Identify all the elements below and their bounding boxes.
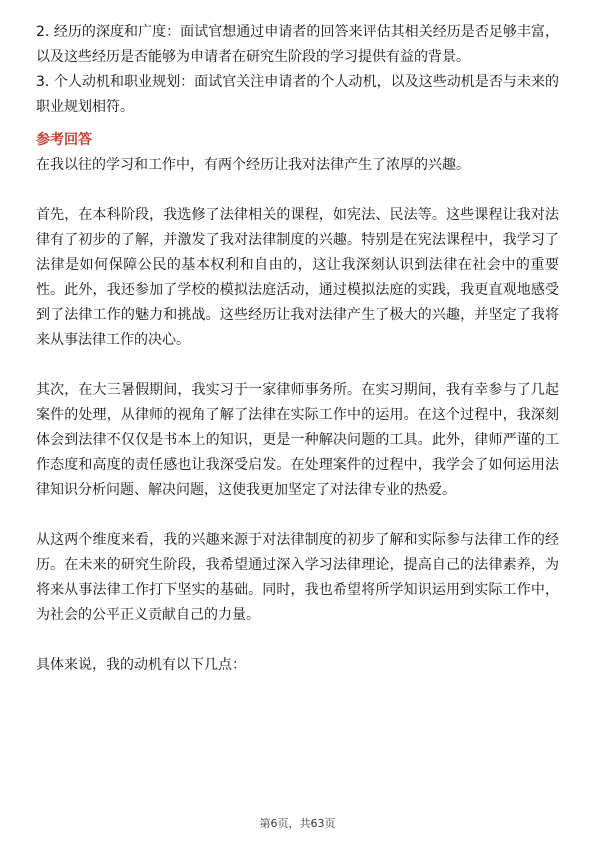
evaluation-point-motivation: 3. 个人动机和职业规划：面试官关注申请者的个人动机，以及这些动机是否与未来的职业规划相符。 (36, 74, 559, 115)
answer-intro-paragraph: 在我以往的学习和工作中，有两个经历让我对法律产生了浓厚的兴趣。 (36, 157, 470, 173)
spacer (36, 503, 559, 528)
page-content (36, 20, 559, 678)
spacer (36, 353, 559, 378)
answer-paragraph-second: 其次，在大三暑假期间，我实习于一家律师事务所。在实习期间，我有幸参与了几起案件的处理，从律师的视角了解了法律在实际工作中的运用。在这个过程中，我深刻体会到法律不仅仅是书本上的知识，更是一种解决问题的工具。此外，律师严谨的工作态度和高度的责任感也让我深受启发。在处理案件的过程中，我学会了如何运用法律知识分析问题、解决问题，这使我更加坚定了对法律专业的热爱。 (36, 382, 559, 498)
answer-paragraph-summary: 从这两个维度来看，我的兴趣来源于对法律制度的初步了解和实际参与法律工作的经历。在未来的研究生阶段，我希望通过深入学习法律理论，提高自己的法律素养，为将来从事法律工作打下坚实的基础。同时，我也希望将所学知识运用到实际工作中，为社会的公平正义贡献自己的力量。 (36, 532, 559, 623)
page-number-footer: 第6页，共63页 (259, 817, 336, 830)
spacer (36, 178, 559, 203)
spacer (36, 628, 559, 653)
answer-heading: 参考回答 (36, 132, 92, 148)
evaluation-point-depth: 2. 经历的深度和广度：面试官想通过申请者的回答来评估其相关经历是否足够丰富，以及这些经历是否能够为申请者在研究生阶段的学习提供有益的背景。 (36, 24, 559, 65)
answer-paragraph-first: 首先，在本科阶段，我选修了法律相关的课程，如宪法、民法等。这些课程让我对法律有了初步的了解，并激发了我对法律制度的兴趣。特别是在宪法课程中，我学习了法律是如何保障公民的基本权利和自由的，这让我深刻认识到法律在社会中的重要性。此外，我还参加了学校的模拟法庭活动，通过模拟法庭的实践，我更直观地感受到了法律工作的魅力和挑战。这些经历让我对法律产生了极大的兴趣，并坚定了我将来从事法律工作的决心。 (36, 207, 559, 348)
spacer (36, 120, 559, 128)
answer-paragraph-motivation-lead: 具体来说，我的动机有以下几点： (36, 657, 246, 673)
